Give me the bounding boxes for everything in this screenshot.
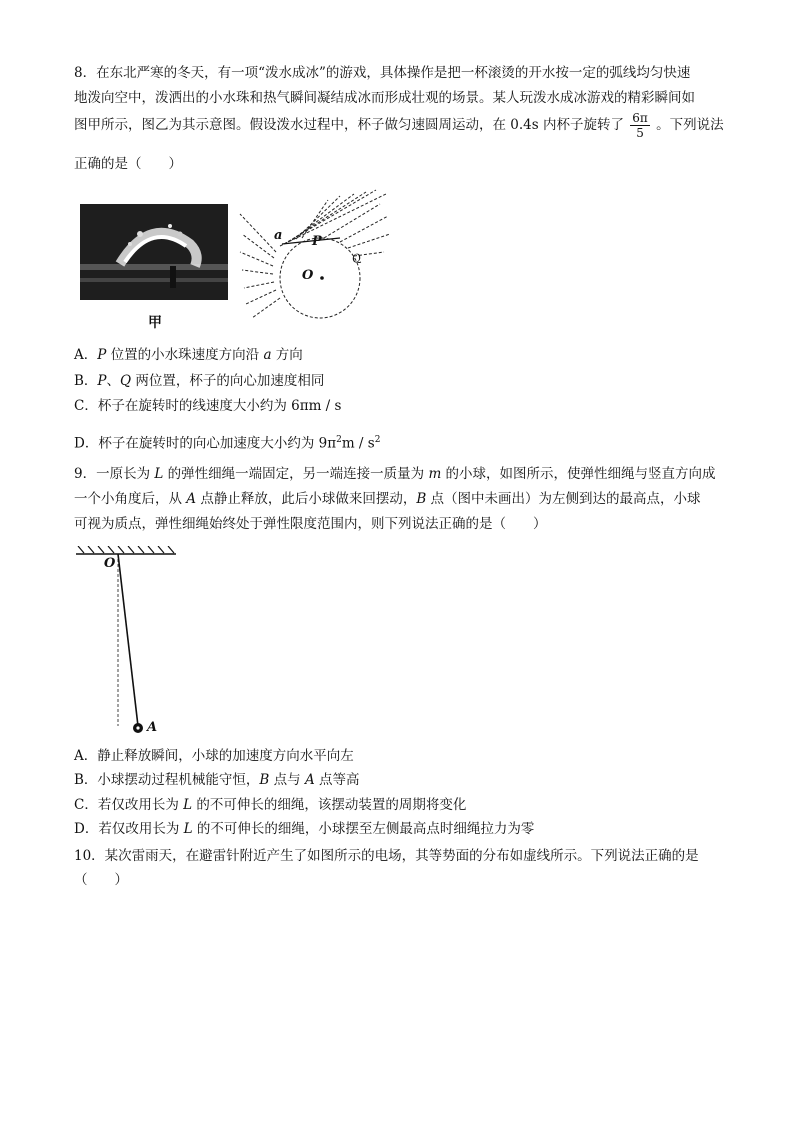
pendulum-label-a: A <box>147 720 158 735</box>
q9-option-c <box>74 795 466 815</box>
q9-option-a: A．静止释放瞬间，小球的加速度方向水平向左 <box>74 748 354 764</box>
figure-yi-svg <box>236 186 392 336</box>
q9-option-b-var-a: A <box>304 772 315 788</box>
q8-line-4: 正确的是（ ） <box>74 156 182 172</box>
q8-line-3-text: 图甲所示，图乙为其示意图。假设泼水过程中，杯子做匀速圆周运动，在 0.4s 内杯子旋转了 <box>74 117 624 133</box>
q8-option-d-unit: m / s <box>341 435 375 452</box>
q9-var-m: m <box>428 466 442 482</box>
q8-line-2: 地泼向空中，泼洒出的小水珠和热气瞬间凝结成冰而形成壮观的场景。某人玩泼水成冰游戏的精彩瞬间如 <box>74 90 695 106</box>
q8-option-d-text: D．杯子在旋转时的向心加速度大小约为 9π <box>74 435 337 452</box>
q8-option-a-p: P <box>97 347 107 363</box>
q9-option-c-tail: 的不可伸长的细绳，该摆动装置的周期将变化 <box>192 797 467 813</box>
q8-option-b <box>74 371 324 391</box>
figure-yi-label-o: O <box>302 268 314 283</box>
q8-fraction-numerator: 6π <box>632 111 648 125</box>
q9-line-3: 可视为质点，弹性细绳始终处于弹性限度范围内，则下列说法正确的是（ ） <box>74 516 547 532</box>
q8-option-b-sep: 、 <box>106 373 121 389</box>
q9-option-c-text: C．若仅改用长为 <box>74 797 184 813</box>
q9-option-c-var-l: L <box>183 797 193 813</box>
q8-option-c: C．杯子在旋转时的线速度大小约为 6πm / s <box>74 398 342 414</box>
figure-jia-label: 甲 <box>148 315 162 331</box>
q9-line-1-a: 9．一原长为 <box>74 466 155 482</box>
figure-yi-schematic <box>236 186 392 336</box>
figure-yi-label-a: a <box>274 228 283 243</box>
q9-var-b: B <box>416 491 427 507</box>
q8-option-a-tail: 方向 <box>271 347 303 363</box>
q9-option-d <box>74 819 534 839</box>
q8-fraction <box>630 111 650 140</box>
pendulum-figure <box>72 546 182 742</box>
q9-option-d-text: D．若仅改用长为 <box>74 821 184 837</box>
q9-option-d-tail: 的不可伸长的细绳，小球摆至左侧最高点时细绳拉力为零 <box>192 821 535 837</box>
q9-option-d-var-l: L <box>183 821 193 837</box>
q8-option-d-sup-1: 2 <box>336 435 342 445</box>
q8-fraction-denominator: 5 <box>636 126 644 140</box>
figure-jia-photo-image <box>80 204 228 300</box>
q8-line-1: 8．在东北严寒的冬天，有一项“泼水成冰”的游戏，具体操作是把一杯滚烫的开水按一定的弧线均匀快速 <box>74 65 691 81</box>
q8-option-a-a: a <box>263 347 272 363</box>
q9-option-b <box>74 770 359 790</box>
q8-option-a <box>74 345 303 365</box>
figure-jia-photo <box>80 204 228 300</box>
q8-option-d-sup-2: 2 <box>374 435 381 445</box>
q8-option-b-letter: B． <box>74 373 98 389</box>
q10-line-2: （ ） <box>74 872 128 888</box>
pendulum-label-o: O <box>104 556 116 571</box>
q9-option-b-var-b: B <box>259 772 270 788</box>
q8-line-3-tail: 。下列说法 <box>656 117 724 133</box>
q10-line-1: 10．某次雷雨天，在避雷针附近产生了如图所示的电场，其等势面的分布如虚线所示。下列说法正确的是 <box>74 848 699 864</box>
q8-option-b-text: 两位置，杯子的向心加速度相同 <box>131 373 325 389</box>
pendulum-svg <box>72 546 182 742</box>
q9-line-1-b: 的弹性细绳一端固定，另一端连接一质量为 <box>163 466 429 482</box>
q8-line-3 <box>74 111 726 140</box>
q9-line-2-a: 一个小角度后，从 <box>74 491 187 507</box>
q9-var-a: A <box>186 491 197 507</box>
figure-yi-label-q: Q <box>350 250 363 267</box>
q8-option-b-q: Q <box>120 373 132 389</box>
q9-option-b-text: B．小球摆动过程机械能守恒， <box>74 772 260 788</box>
q9-line-2-c: 点（图中未画出）为左侧到达的最高点，小球 <box>426 491 701 507</box>
figure-yi-label-p: P <box>312 234 322 249</box>
q8-option-a-letter: A． <box>74 347 98 363</box>
q9-option-b-tail: 点等高 <box>314 772 360 788</box>
q8-option-d <box>74 430 380 454</box>
q8-option-a-text: 位置的小水珠速度方向沿 <box>106 347 264 363</box>
q9-line-2 <box>74 487 726 511</box>
q9-line-1 <box>74 462 726 486</box>
q8-option-b-p: P <box>97 373 107 389</box>
q9-option-b-mid: 点与 <box>269 772 305 788</box>
q9-line-1-c: 的小球，如图所示，使弹性细绳与竖直方向成 <box>441 466 716 482</box>
q9-var-l: L <box>154 466 164 482</box>
q9-line-2-b: 点静止释放，此后小球做来回摆动， <box>196 491 417 507</box>
